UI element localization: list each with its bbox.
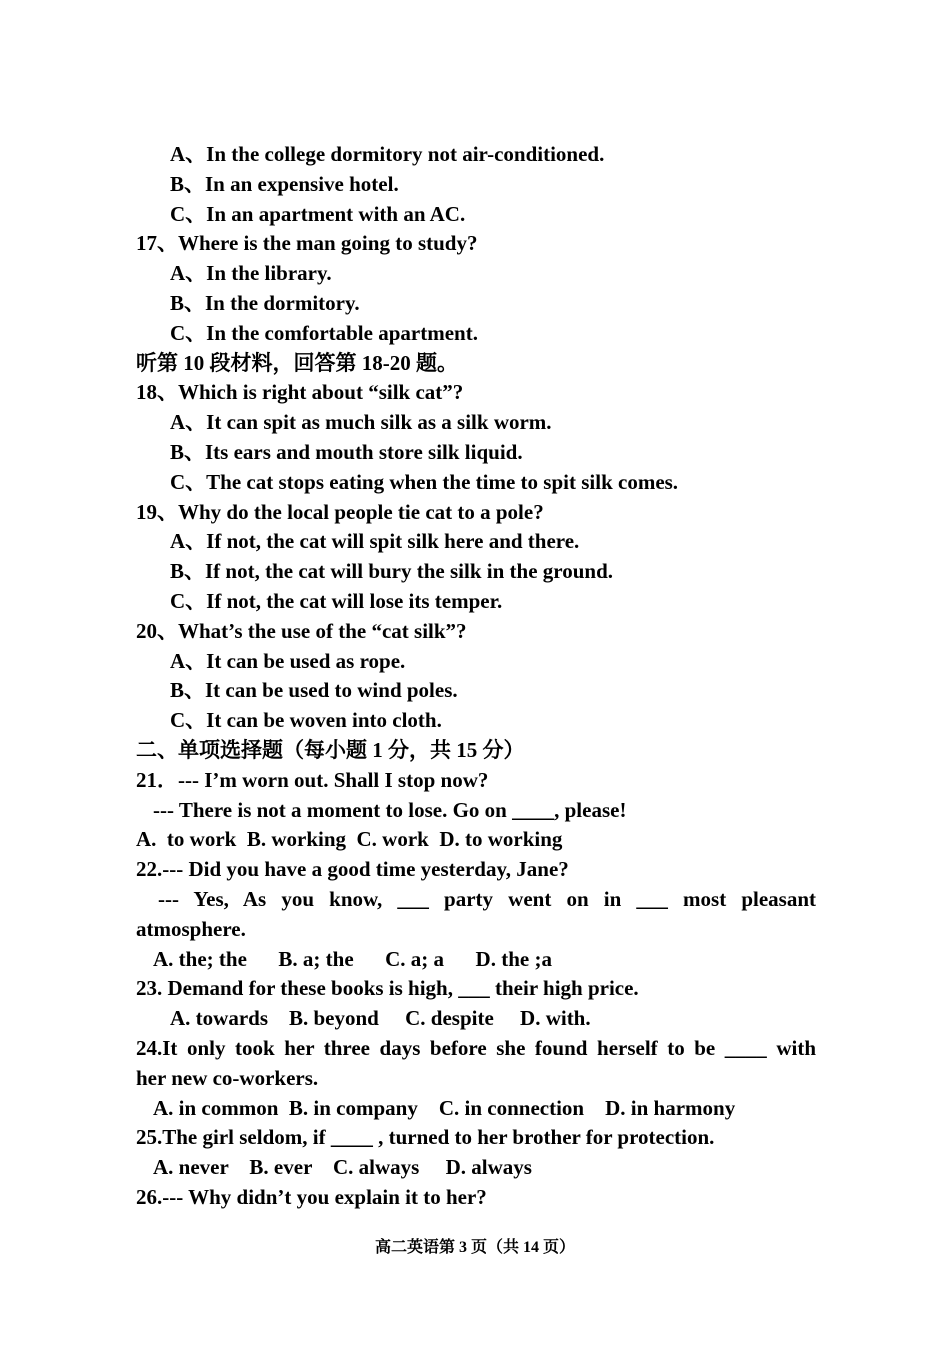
q17-option-b: B、In the dormitory.	[170, 290, 360, 315]
q26-question: 26.--- Why didn’t you explain it to her?	[136, 1184, 487, 1209]
q20-question: 20、What’s the use of the “cat silk”?	[136, 618, 467, 643]
q24-question-cont: her new co-workers.	[136, 1065, 319, 1090]
document-body	[136, 140, 816, 1213]
q20-option-b: B、It can be used to wind poles.	[170, 678, 458, 703]
q19-option-a: A、If not, the cat will spit silk here and there.	[170, 529, 580, 554]
section-heading: 二、单项选择题（每小题 1 分，共 15 分）	[136, 737, 525, 762]
q22-response-cont: atmosphere.	[136, 916, 246, 941]
q18-option-b: B、Its ears and mouth store silk liquid.	[170, 439, 523, 464]
q22-response: --- Yes, As you know, ___ party went on in ___ most pleasant	[158, 886, 816, 911]
q21-options: A. to work B. working C. work D. to working	[136, 827, 563, 852]
section-instruction: 听第 10 段材料，回答第 18-20 题。	[136, 350, 458, 375]
q16-option-c: C、In an apartment with an AC.	[170, 201, 466, 226]
q21-question: 21．--- I’m worn out. Shall I stop now?	[136, 767, 489, 792]
q16-option-a: A、In the college dormitory not air-conditioned.	[170, 142, 605, 166]
q25-question: 25.The girl seldom, if ____ , turned to her brother for protection.	[136, 1125, 715, 1150]
q23-options: A. towards B. beyond C. despite D. with.	[170, 1006, 591, 1031]
q18-option-c: C、The cat stops eating when the time to spit silk comes.	[170, 469, 679, 494]
q18-question: 18、Which is right about “silk cat”?	[136, 380, 464, 405]
q18-option-a: A、It can spit as much silk as a silk worm.	[170, 410, 552, 435]
q22-options: A. the; the B. a; the C. a; a D. the ;a	[153, 946, 552, 971]
q17-option-a: A、In the library.	[170, 261, 332, 286]
q17-question: 17、Where is the man going to study?	[136, 231, 478, 256]
q20-option-a: A、It can be used as rope.	[170, 648, 406, 673]
q23-question: 23. Demand for these books is high, ___ their high price.	[136, 976, 639, 1001]
q19-question: 19、Why do the local people tie cat to a pole?	[136, 499, 544, 524]
q19-option-b: B、If not, the cat will bury the silk in the ground.	[170, 559, 613, 584]
q19-option-c: C、If not, the cat will lose its temper.	[170, 588, 503, 613]
q17-option-c: C、In the comfortable apartment.	[170, 320, 478, 345]
q22-question: 22.--- Did you have a good time yesterday, Jane?	[136, 857, 569, 882]
q25-options: A. never B. ever C. always D. always	[153, 1155, 532, 1180]
q16-option-b: B、In an expensive hotel.	[170, 171, 399, 196]
q20-option-c: C、It can be woven into cloth.	[170, 708, 442, 733]
q24-question: 24.It only took her three days before she found herself to be ____ with	[136, 1035, 816, 1060]
q24-options: A. in common B. in company C. in connection D. in harmony	[153, 1095, 736, 1120]
q21-response: --- There is not a moment to lose. Go on ____, please!	[153, 797, 627, 822]
page-footer: 高二英语第 3 页（共 14 页）	[374, 1239, 575, 1256]
